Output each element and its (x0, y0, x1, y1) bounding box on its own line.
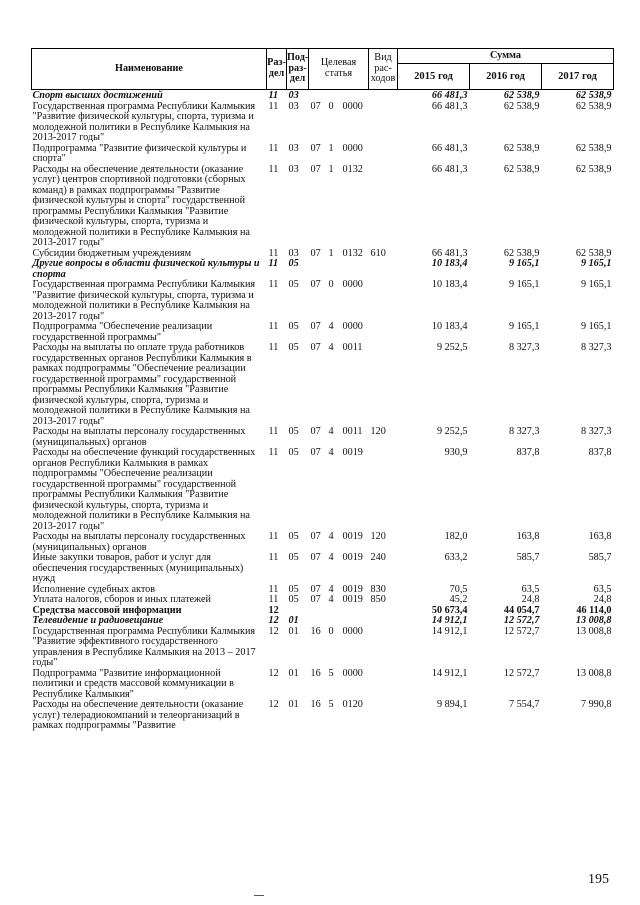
row-cs-direction: 0000 (342, 142, 363, 154)
row-cs-subprogram (327, 616, 341, 627)
row-sum-2017: 62 538,9 (575, 90, 612, 101)
row-razdel: 11 (268, 142, 279, 154)
row-cs-direction: 0000 (342, 667, 363, 679)
row-sum-2015: 14 912,1 (431, 615, 468, 626)
table-header (32, 49, 614, 90)
row-sum-2016: 7 554,7 (508, 699, 540, 710)
row-name: Спорт высших достижений (32, 90, 163, 101)
row-expense-type (369, 343, 398, 427)
row-cs-subprogram: 4 (328, 447, 334, 458)
row-cs-direction: 0019 (342, 583, 363, 595)
row-cs-subprogram: 4 (328, 426, 334, 437)
row-cs-direction (341, 259, 369, 280)
row-cs-program (309, 606, 327, 617)
row-sum-2016: 62 538,9 (503, 247, 540, 259)
table-row (32, 90, 614, 102)
row-sum-2017: 62 538,9 (575, 142, 612, 154)
row-sum-2017: 62 538,9 (575, 247, 612, 259)
row-expense-type (369, 90, 398, 102)
row-cs-subprogram (327, 259, 341, 280)
row-razdel: 11 (268, 279, 279, 290)
header-year-2017: 2017 год (542, 64, 614, 90)
row-cs-program (309, 90, 327, 102)
row-cs-subprogram: 0 (328, 625, 334, 637)
row-name: Государственная программа Республики Калмыкия "Развитие физической культуры, спорта, туризма и молодежной политики в Республике Калмыкия на 2013-2017 годы" (32, 100, 256, 143)
row-expense-type (369, 606, 398, 617)
row-name: Расходы на выплаты персоналу государственных (муниципальных) органов (32, 531, 246, 553)
row-name: Исполнение судебных актов (32, 583, 156, 595)
row-cs-program: 07 (310, 247, 321, 259)
row-sum-2015: 10 183,4 (431, 258, 468, 269)
table-row (32, 595, 614, 606)
row-sum-2016: 837,8 (516, 447, 540, 458)
row-cs-direction: 0132 (342, 163, 363, 175)
row-razdel: 11 (268, 247, 279, 259)
row-razdel: 11 (268, 100, 279, 112)
row-sum-2017: 63,5 (593, 583, 612, 595)
row-expense-type: 120 (370, 531, 386, 542)
header-year-2016: 2016 год (470, 64, 542, 90)
row-sum-2016: 585,7 (516, 552, 540, 563)
row-cs-subprogram: 4 (328, 342, 334, 353)
row-name: Иные закупки товаров, работ и услуг для обеспечения государственных (муниципальных) нужд (32, 552, 244, 584)
row-expense-type: 850 (370, 594, 386, 605)
header-podrazdel: Под- раз- дел (287, 49, 309, 90)
row-cs-program: 07 (310, 342, 321, 353)
row-cs-direction: 0019 (342, 447, 363, 458)
row-name: Государственная программа Республики Калмыкия "Развитие эффективного государственного управления в Республике Калмыкия на 2013 – 2017 годы" (32, 625, 256, 668)
row-cs-program: 07 (310, 163, 321, 175)
row-sum-2016: 44 054,7 (503, 604, 540, 616)
row-sum-2015: 66 481,3 (431, 247, 468, 259)
row-sum-2015: 50 673,4 (431, 604, 468, 616)
row-cs-program: 07 (310, 583, 321, 595)
row-razdel: 12 (268, 625, 279, 637)
row-podrazdel: 03 (288, 163, 299, 175)
row-cs-subprogram: 4 (328, 552, 334, 563)
row-sum-2017: 62 538,9 (575, 100, 612, 112)
row-podrazdel: 05 (288, 426, 299, 437)
row-cs-direction: 0019 (342, 552, 363, 563)
row-cs-subprogram: 5 (328, 699, 334, 710)
row-name: Подпрограмма "Развитие физической культуры и спорта" (32, 142, 247, 164)
row-sum-2016: 24,8 (521, 594, 540, 605)
row-expense-type (369, 144, 398, 165)
row-sum-2017: 24,8 (593, 594, 612, 605)
row-sum-2017: 9 165,1 (580, 321, 612, 332)
header-sum: Сумма (398, 49, 614, 64)
row-podrazdel: 03 (288, 247, 299, 259)
table-row (32, 165, 614, 249)
row-sum-2016: 62 538,9 (503, 142, 540, 154)
row-cs-program: 07 (310, 594, 321, 605)
row-sum-2015: 45,2 (449, 594, 468, 605)
row-name: Расходы на выплаты персоналу государственных (муниципальных) органов (32, 426, 246, 448)
row-cs-program: 07 (310, 321, 321, 332)
row-name: Расходы на обеспечение функций государственных органов Республики Калмыкия в рамках подпрограммы "Обеспечение реализации государственной программы" государственной программы Республики Калмыкия "Развитие физической культуры, спорта, туризма и молодежной политики в Республике Калмыкия на 2013-2017 годы" (32, 447, 256, 532)
row-cs-direction: 0000 (342, 100, 363, 112)
row-sum-2015: 9 252,5 (436, 342, 468, 353)
table-row (32, 627, 614, 669)
row-cs-program (309, 259, 327, 280)
row-cs-subprogram: 1 (328, 247, 334, 259)
table-row (32, 427, 614, 448)
row-name: Средства массовой информации (32, 604, 182, 616)
row-name: Расходы на обеспечение деятельности (оказание услуг) центров спортивной подготовки (сборных команд) в рамках подпрограммы "Развитие физической культуры и спорта" государственной программы Республики Калмыкия "Развитие физической культуры, спорта, туризма и молодежной политики в Республике Калмыкия на 2013-2017 годы" (32, 163, 250, 248)
row-cs-subprogram: 5 (328, 667, 334, 679)
row-name: Уплата налогов, сборов и иных платежей (32, 594, 211, 605)
row-sum-2017: 8 327,3 (580, 342, 612, 353)
row-sum-2016: 9 165,1 (508, 321, 540, 332)
row-cs-direction: 0120 (342, 699, 363, 710)
row-sum-2016: 163,8 (516, 531, 540, 542)
footer-mark (254, 895, 264, 896)
row-cs-subprogram: 4 (328, 594, 334, 605)
row-sum-2016: 62 538,9 (503, 163, 540, 175)
row-cs-subprogram (327, 606, 341, 617)
row-podrazdel: 05 (288, 447, 299, 458)
row-sum-2016: 63,5 (521, 583, 540, 595)
row-cs-direction (341, 616, 369, 627)
row-sum-2015: 66 481,3 (431, 163, 468, 175)
row-expense-type: 610 (370, 247, 386, 259)
row-expense-type (369, 700, 398, 732)
table-row (32, 102, 614, 144)
row-razdel: 11 (268, 594, 279, 605)
row-expense-type (369, 616, 398, 627)
table-row (32, 700, 614, 732)
table-row (32, 280, 614, 322)
table-row (32, 553, 614, 585)
row-sum-2016: 8 327,3 (508, 426, 540, 437)
row-sum-2016: 12 572,7 (503, 615, 540, 626)
row-sum-2017: 46 114,0 (576, 604, 612, 616)
row-sum-2017: 9 165,1 (580, 279, 612, 290)
row-sum-2017: 585,7 (588, 552, 612, 563)
row-razdel: 12 (268, 604, 279, 616)
header-razdel: Раз- дел (267, 49, 287, 90)
row-cs-program: 07 (310, 142, 321, 154)
row-sum-2015: 14 912,1 (431, 625, 468, 637)
row-podrazdel: 05 (288, 258, 299, 269)
row-podrazdel: 01 (288, 615, 299, 626)
budget-table (31, 48, 614, 732)
row-sum-2016: 12 572,7 (503, 625, 540, 637)
row-cs-direction: 0011 (342, 342, 363, 353)
row-cs-program: 07 (310, 100, 321, 112)
row-podrazdel: 05 (288, 342, 299, 353)
row-cs-direction: 0000 (342, 625, 363, 637)
row-sum-2017: 8 327,3 (580, 426, 612, 437)
row-sum-2017: 13 008,8 (575, 667, 612, 679)
row-cs-direction (341, 90, 369, 102)
row-razdel: 11 (268, 531, 279, 542)
row-razdel: 11 (268, 90, 279, 101)
row-podrazdel: 05 (288, 552, 299, 563)
row-razdel: 11 (268, 342, 279, 353)
row-razdel: 11 (268, 583, 279, 595)
row-sum-2017: 837,8 (588, 447, 612, 458)
row-cs-direction: 0000 (342, 321, 363, 332)
row-razdel: 12 (268, 615, 279, 626)
row-sum-2017: 13 008,8 (575, 625, 612, 637)
row-sum-2016: 62 538,9 (503, 90, 540, 101)
row-podrazdel: 01 (288, 625, 299, 637)
row-cs-program: 07 (310, 279, 321, 290)
row-razdel: 11 (268, 552, 279, 563)
row-sum-2016: 9 165,1 (508, 279, 540, 290)
row-podrazdel: 05 (288, 279, 299, 290)
row-expense-type (369, 280, 398, 322)
row-podrazdel: 05 (288, 594, 299, 605)
row-name: Телевидение и радиовещание (32, 615, 164, 626)
table-row (32, 669, 614, 701)
row-podrazdel: 05 (288, 531, 299, 542)
row-cs-program: 07 (310, 426, 321, 437)
row-sum-2015: 930,9 (444, 447, 468, 458)
row-podrazdel: 01 (288, 667, 299, 679)
row-expense-type: 120 (370, 426, 386, 437)
row-sum-2015: 66 481,3 (431, 142, 468, 154)
row-sum-2015: 10 183,4 (431, 321, 468, 332)
row-cs-subprogram: 0 (328, 279, 334, 290)
row-cs-direction: 0019 (342, 531, 363, 542)
row-cs-direction: 0019 (342, 594, 363, 605)
row-cs-direction: 0011 (342, 426, 363, 437)
row-cs-direction: 0000 (342, 279, 363, 290)
row-expense-type (369, 322, 398, 343)
row-podrazdel: 03 (288, 142, 299, 154)
row-sum-2017: 62 538,9 (575, 163, 612, 175)
row-razdel: 12 (268, 699, 279, 710)
row-expense-type (369, 102, 398, 144)
header-name: Наименование (32, 49, 267, 90)
row-sum-2017: 9 165,1 (580, 258, 612, 269)
table-body (32, 90, 614, 732)
table-row (32, 259, 614, 280)
table-row (32, 322, 614, 343)
row-sum-2015: 10 183,4 (431, 279, 468, 290)
row-sum-2016: 8 327,3 (508, 342, 540, 353)
row-sum-2015: 66 481,3 (431, 100, 468, 112)
row-sum-2015: 14 912,1 (431, 667, 468, 679)
header-expense-type: Вид рас- ходов (369, 49, 398, 90)
row-cs-subprogram (327, 90, 341, 102)
header-target-article: Целевая статья (309, 49, 369, 90)
row-sum-2017: 163,8 (588, 531, 612, 542)
row-cs-subprogram: 4 (328, 321, 334, 332)
row-cs-subprogram: 4 (328, 531, 334, 542)
row-expense-type: 240 (370, 552, 386, 563)
row-razdel: 11 (268, 447, 279, 458)
row-name: Подпрограмма "Развитие информационной политики и средств массовой коммуникации в Республике Калмыкия" (32, 667, 234, 700)
row-sum-2017: 7 990,8 (580, 699, 612, 710)
table-row (32, 448, 614, 532)
row-cs-program (309, 616, 327, 627)
row-sum-2015: 182,0 (444, 531, 468, 542)
row-cs-subprogram: 4 (328, 583, 334, 595)
row-expense-type (369, 627, 398, 669)
row-razdel: 11 (268, 426, 279, 437)
row-name: Расходы на выплаты по оплате труда работников государственных органов Республики Калмыкия в рамках подпрограммы "Обеспечение реализации государственной программы" государственной программы Республики Калмыкия "Развитие физической культуры, спорта, туризма и молодежной политики в Республике Калмыкия на 2013-2017 годы" (32, 342, 252, 427)
row-podrazdel: 05 (288, 321, 299, 332)
row-cs-program: 07 (310, 447, 321, 458)
row-sum-2015: 9 252,5 (436, 426, 468, 437)
table-row (32, 616, 614, 627)
row-cs-subprogram: 1 (328, 163, 334, 175)
row-name: Расходы на обеспечение деятельности (оказание услуг) телерадиокомпаний и телеорганизаций в рамках подпрограммы "Развитие (32, 699, 244, 731)
row-name: Другие вопросы в области физической культуры и спорта (32, 258, 260, 280)
row-name: Субсидии бюджетным учреждениям (32, 247, 192, 259)
row-cs-program: 16 (310, 699, 321, 710)
row-sum-2017: 13 008,8 (575, 615, 612, 626)
row-podrazdel: 03 (288, 90, 299, 101)
header-year-2015: 2015 год (398, 64, 470, 90)
row-podrazdel: 01 (288, 699, 299, 710)
table-row (32, 144, 614, 165)
page-number: 195 (588, 872, 609, 887)
row-razdel: 11 (268, 163, 279, 175)
row-sum-2016: 62 538,9 (503, 100, 540, 112)
row-cs-program: 16 (310, 667, 321, 679)
row-name: Государственная программа Республики Калмыкия "Развитие физической культуры, спорта, туризма и молодежной политики в Республике Калмыкия на 2013-2017 годы" (32, 279, 256, 322)
row-expense-type (369, 669, 398, 701)
row-expense-type: 830 (370, 583, 386, 595)
row-sum-2016: 9 165,1 (508, 258, 540, 269)
row-razdel: 11 (268, 321, 279, 332)
row-cs-subprogram: 1 (328, 142, 334, 154)
row-sum-2016: 12 572,7 (503, 667, 540, 679)
row-cs-direction: 0132 (342, 247, 363, 259)
row-expense-type (369, 448, 398, 532)
row-sum-2015: 9 894,1 (436, 699, 468, 710)
row-podrazdel: 05 (288, 583, 299, 595)
row-cs-direction (341, 606, 369, 617)
row-razdel: 11 (268, 258, 279, 269)
row-cs-program: 16 (310, 625, 321, 637)
row-name: Подпрограмма "Обеспечение реализации государственной программы" (32, 321, 213, 343)
row-podrazdel: 03 (288, 100, 299, 112)
table-row (32, 343, 614, 427)
row-razdel: 12 (268, 667, 279, 679)
table-row (32, 532, 614, 553)
row-sum-2015: 633,2 (444, 552, 468, 563)
row-cs-program: 07 (310, 552, 321, 563)
row-sum-2015: 70,5 (449, 583, 468, 595)
row-cs-subprogram: 0 (328, 100, 334, 112)
row-expense-type (369, 165, 398, 249)
row-cs-program: 07 (310, 531, 321, 542)
row-sum-2015: 66 481,3 (431, 90, 468, 101)
row-expense-type (369, 259, 398, 280)
